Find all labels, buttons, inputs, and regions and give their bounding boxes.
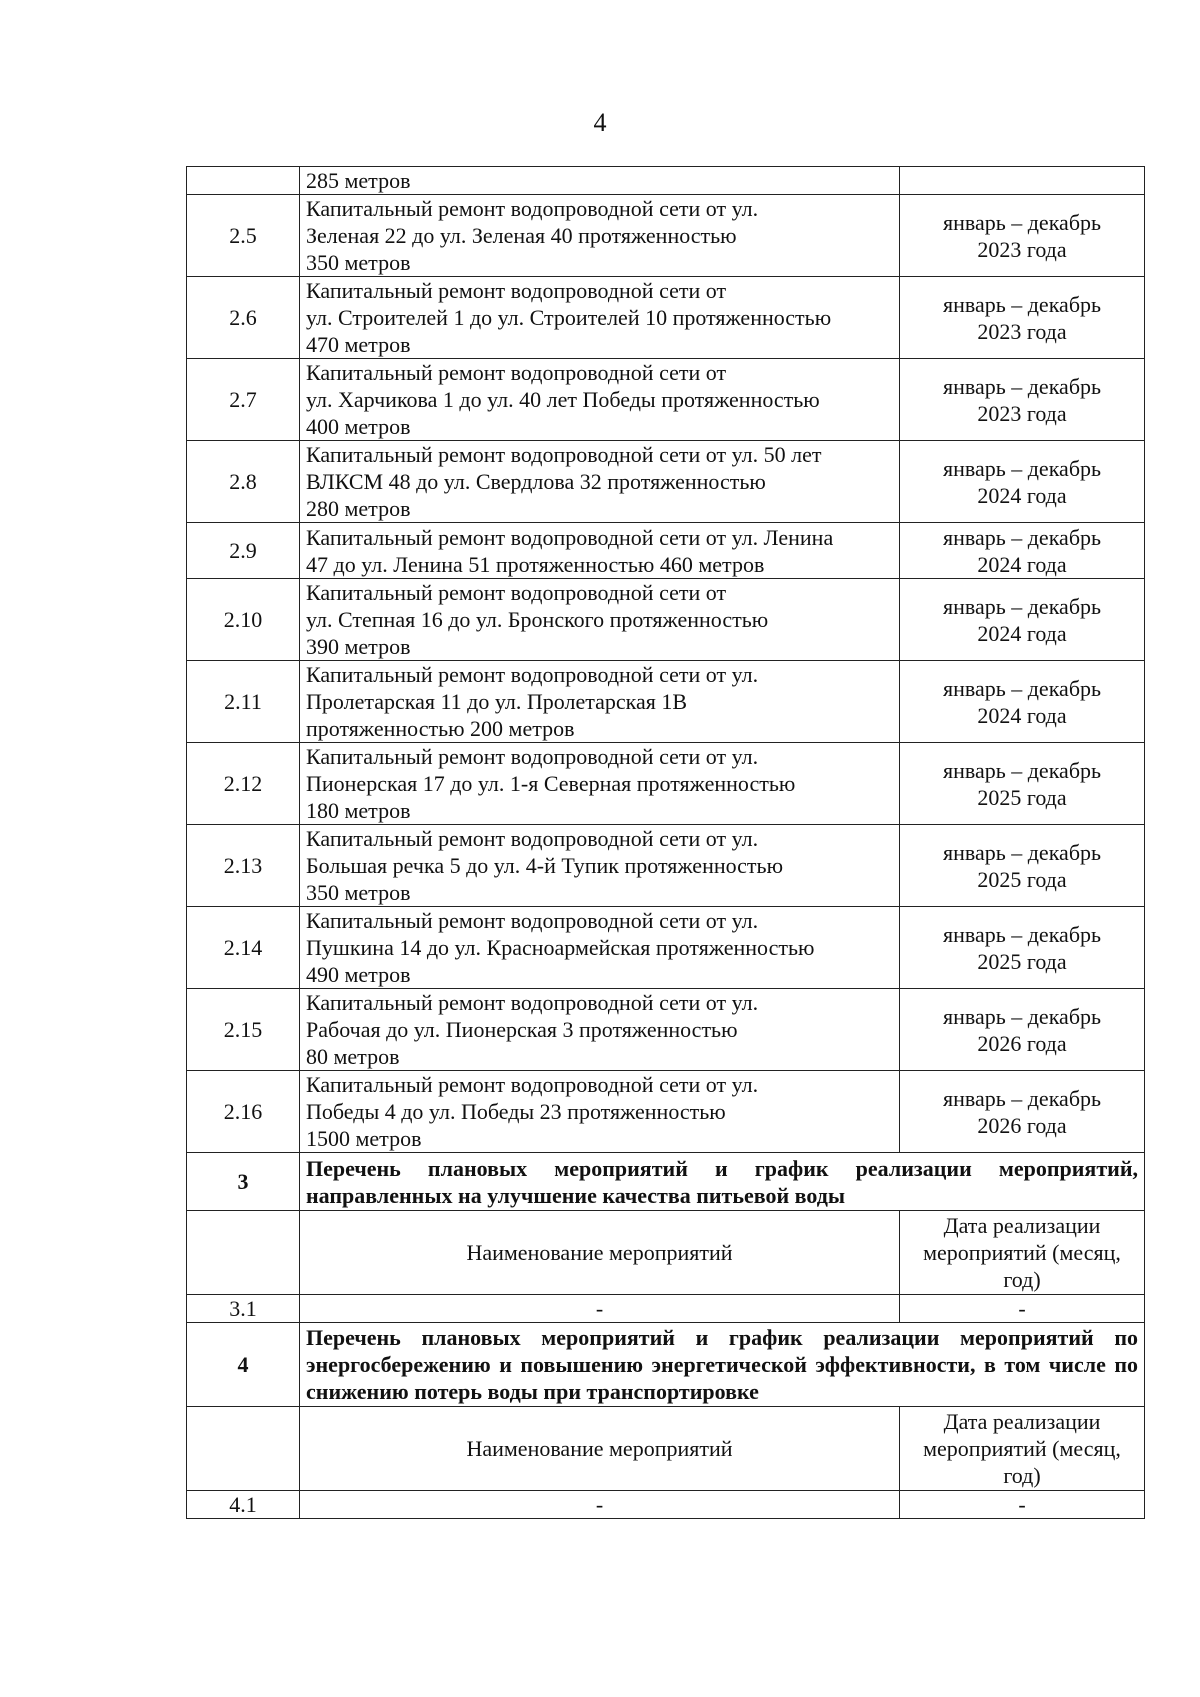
measure-date: [900, 743, 1145, 825]
measure-date-line: январь – декабрь: [942, 593, 1102, 619]
measure-name: [300, 661, 900, 743]
measure-date-line: 2025 года: [977, 784, 1067, 810]
measure-name-line: ул. Степная 16 до ул. Бронского протяженностью: [306, 607, 769, 632]
measure-date-line: январь – декабрь: [942, 455, 1102, 481]
header-date-line: год): [1003, 1463, 1041, 1488]
measure-date: [900, 579, 1145, 661]
section-title: Перечень плановых мероприятий и график реализации мероприятий, направленных на улучшение качества питьевой воды: [300, 1153, 1145, 1211]
measure-name-line: 350 метров: [306, 880, 411, 905]
measure-date-line: 2024 года: [977, 702, 1067, 728]
header-date-line: мероприятий (месяц,: [923, 1436, 1121, 1461]
measure-date: [900, 359, 1145, 441]
table-row: [187, 195, 1145, 277]
measure-name-line: 470 метров: [306, 332, 411, 357]
section-3-title-row: [187, 1153, 1145, 1211]
measure-date: [900, 825, 1145, 907]
measure-date-line: январь – декабрь: [942, 921, 1102, 947]
measure-name: [300, 359, 900, 441]
measure-name-line: 400 метров: [306, 414, 411, 439]
measure-date-line: 2024 года: [977, 551, 1067, 577]
measure-name-line: ул. Харчикова 1 до ул. 40 лет Победы протяженностью: [306, 387, 820, 412]
table-row: [187, 1491, 1145, 1519]
header-measure-date: [900, 1211, 1145, 1295]
measure-date-line: январь – декабрь: [942, 757, 1102, 783]
section-4-title-row: [187, 1323, 1145, 1407]
measure-date: -: [900, 1491, 1145, 1519]
row-number: 3.1: [187, 1295, 300, 1323]
measure-name: -: [300, 1295, 900, 1323]
measure-date-line: январь – декабрь: [942, 209, 1102, 235]
measure-date-line: январь – декабрь: [942, 524, 1102, 550]
row-number: 2.12: [187, 743, 300, 825]
measure-name-line: Капитальный ремонт водопроводной сети от ул. 50 лет: [306, 442, 822, 467]
measure-date: [900, 441, 1145, 523]
measure-date-line: январь – декабрь: [942, 1003, 1102, 1029]
measure-name-line: Капитальный ремонт водопроводной сети от: [306, 580, 727, 605]
section-3-header-row: [187, 1211, 1145, 1295]
measure-name: [300, 523, 900, 579]
header-measure-date: [900, 1407, 1145, 1491]
measure-date: [900, 195, 1145, 277]
row-number: 4.1: [187, 1491, 300, 1519]
measure-date-line: январь – декабрь: [942, 675, 1102, 701]
measure-name: [300, 167, 900, 195]
measure-name: [300, 743, 900, 825]
measure-name: [300, 825, 900, 907]
measure-name-line: 390 метров: [306, 634, 411, 659]
measure-name-line: Зеленая 22 до ул. Зеленая 40 протяженностью: [306, 223, 737, 248]
measure-date-line: январь – декабрь: [942, 291, 1102, 317]
section-title: Перечень плановых мероприятий и график реализации мероприятий по энергосбережению и повышению энергетической эффективности, в том числе по снижению потерь воды при транспортировке: [300, 1323, 1145, 1407]
measure-name-line: 180 метров: [306, 798, 411, 823]
table-row: [187, 825, 1145, 907]
measure-name-line: Пролетарская 11 до ул. Пролетарская 1В: [306, 689, 688, 714]
table-row: [187, 907, 1145, 989]
measure-name-line: 285 метров: [306, 168, 411, 193]
measure-name-line: Капитальный ремонт водопроводной сети от ул.: [306, 662, 759, 687]
row-number: 2.9: [187, 523, 300, 579]
table-row: [187, 661, 1145, 743]
header-date-line: Дата реализации: [943, 1409, 1101, 1434]
measure-name-line: ул. Строителей 1 до ул. Строителей 10 протяженностью: [306, 305, 832, 330]
table-row-continuation: [187, 167, 1145, 195]
row-number: 2.13: [187, 825, 300, 907]
measure-name-line: 80 метров: [306, 1044, 400, 1069]
measure-date: [900, 989, 1145, 1071]
header-empty-cell: [187, 1211, 300, 1295]
measure-name: [300, 441, 900, 523]
measure-name-line: 1500 метров: [306, 1126, 422, 1151]
row-number: 2.15: [187, 989, 300, 1071]
measure-date-line: 2023 года: [977, 400, 1067, 426]
measure-date: -: [900, 1295, 1145, 1323]
section-number: 3: [187, 1153, 300, 1211]
measure-name-line: Победы 4 до ул. Победы 23 протяженностью: [306, 1099, 726, 1124]
row-number: 2.10: [187, 579, 300, 661]
measure-name: [300, 989, 900, 1071]
section-4-header-row: [187, 1407, 1145, 1491]
table-row: [187, 743, 1145, 825]
measure-name-line: Большая речка 5 до ул. 4-й Тупик протяженностью: [306, 853, 784, 878]
measure-name: [300, 277, 900, 359]
measure-name: -: [300, 1491, 900, 1519]
row-number: 2.6: [187, 277, 300, 359]
measure-name-line: 350 метров: [306, 250, 411, 275]
table-row: [187, 1071, 1145, 1153]
measure-name-line: Рабочая до ул. Пионерская 3 протяженностью: [306, 1017, 738, 1042]
measures-table-body: [187, 167, 1145, 1519]
header-measure-name: Наименование мероприятий: [300, 1211, 900, 1295]
measure-date-line: 2023 года: [977, 236, 1067, 262]
measure-name: [300, 195, 900, 277]
measure-name-line: Капитальный ремонт водопроводной сети от ул. Ленина: [306, 524, 834, 550]
measure-name-line: Пионерская 17 до ул. 1-я Северная протяженностью: [306, 771, 796, 796]
measure-date: [900, 523, 1145, 579]
measure-name-line: Капитальный ремонт водопроводной сети от ул.: [306, 744, 759, 769]
header-empty-cell: [187, 1407, 300, 1491]
header-date-line: Дата реализации: [943, 1213, 1101, 1238]
measure-name-line: 490 метров: [306, 962, 411, 987]
measure-date-line: 2026 года: [977, 1030, 1067, 1056]
measure-date-line: январь – декабрь: [942, 1085, 1102, 1111]
measure-name: [300, 907, 900, 989]
section-number: 4: [187, 1323, 300, 1407]
measure-name-line: Капитальный ремонт водопроводной сети от: [306, 360, 727, 385]
row-number: 2.8: [187, 441, 300, 523]
table-row: [187, 579, 1145, 661]
measure-date-line: 2025 года: [977, 948, 1067, 974]
measure-name-line: Капитальный ремонт водопроводной сети от ул.: [306, 990, 759, 1015]
header-date-line: год): [1003, 1267, 1041, 1292]
table-row: [187, 441, 1145, 523]
measure-name-line: протяженностью 200 метров: [306, 716, 575, 741]
measure-date: [900, 167, 1145, 195]
row-number: [187, 167, 300, 195]
measure-name: [300, 579, 900, 661]
table-row: [187, 523, 1145, 579]
measure-date: [900, 907, 1145, 989]
measure-date-line: 2024 года: [977, 620, 1067, 646]
measure-name-line: Пушкина 14 до ул. Красноармейская протяженностью: [306, 935, 815, 960]
measure-date: [900, 277, 1145, 359]
header-measure-name: Наименование мероприятий: [300, 1407, 900, 1491]
measure-name: [300, 1071, 900, 1153]
row-number: 2.7: [187, 359, 300, 441]
row-number: 2.16: [187, 1071, 300, 1153]
header-date-line: мероприятий (месяц,: [923, 1240, 1121, 1265]
table-row: [187, 1295, 1145, 1323]
row-number: 2.5: [187, 195, 300, 277]
measure-date: [900, 1071, 1145, 1153]
table-row: [187, 277, 1145, 359]
measure-date-line: 2026 года: [977, 1112, 1067, 1138]
measure-name-line: Капитальный ремонт водопроводной сети от ул.: [306, 1072, 759, 1097]
measure-date-line: 2023 года: [977, 318, 1067, 344]
page-number: 4: [593, 108, 607, 137]
measure-date-line: 2025 года: [977, 866, 1067, 892]
measure-date-line: 2024 года: [977, 482, 1067, 508]
measure-name-line: 47 до ул. Ленина 51 протяженностью 460 метров: [306, 551, 765, 577]
measure-name-line: Капитальный ремонт водопроводной сети от ул.: [306, 908, 759, 933]
table-row: [187, 359, 1145, 441]
measure-name-line: Капитальный ремонт водопроводной сети от ул.: [306, 196, 759, 221]
measure-date-line: январь – декабрь: [942, 373, 1102, 399]
measures-table: [186, 166, 1145, 1519]
row-number: 2.14: [187, 907, 300, 989]
measure-name-line: Капитальный ремонт водопроводной сети от: [306, 278, 727, 303]
measure-date: [900, 661, 1145, 743]
measure-date-line: январь – декабрь: [942, 839, 1102, 865]
measure-name-line: ВЛКСМ 48 до ул. Свердлова 32 протяженностью: [306, 469, 766, 494]
row-number: 2.11: [187, 661, 300, 743]
measure-name-line: Капитальный ремонт водопроводной сети от ул.: [306, 826, 759, 851]
measure-name-line: 280 метров: [306, 496, 411, 521]
table-row: [187, 989, 1145, 1071]
